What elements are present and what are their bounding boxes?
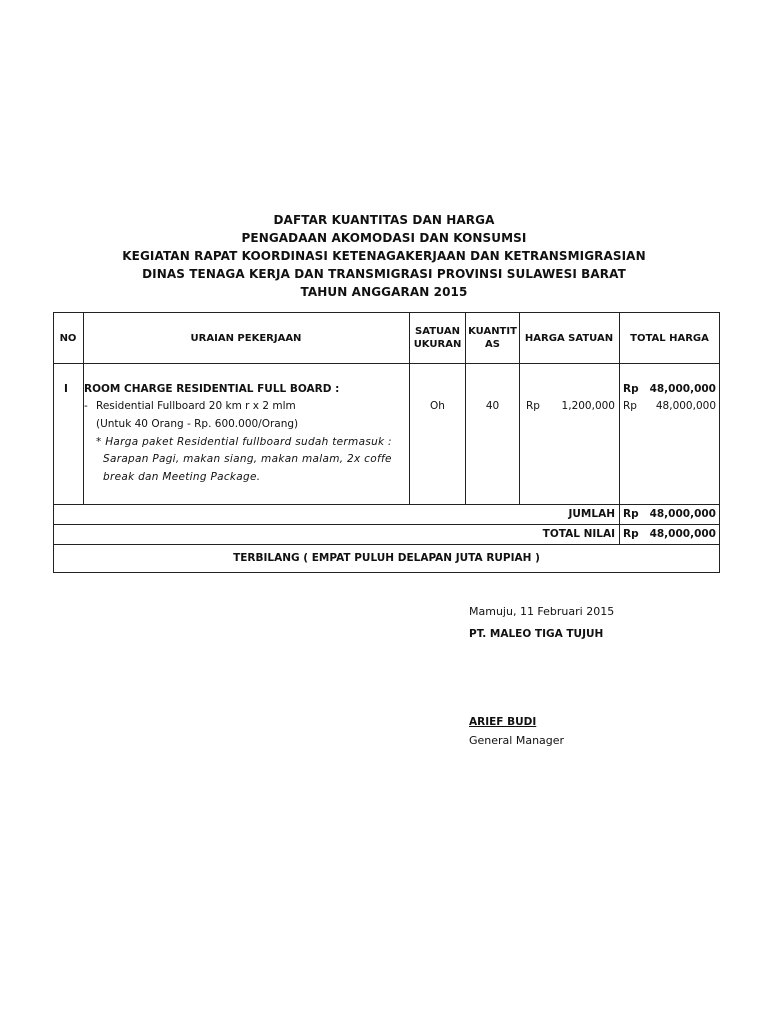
item-note-3: break dan Meeting Package. [103,471,261,483]
item-dash: - [84,400,88,412]
item-harga-currency: Rp [526,400,540,412]
header-kuantitas [465,325,520,351]
header-total-harga: TOTAL HARGA [630,333,709,344]
item-desc-2: (Untuk 40 Orang - Rp. 600.000/Orang) [96,418,299,430]
company-name: PT. MALEO TIGA TUJUH [469,628,604,640]
header-satuan [409,325,466,351]
header-uraian: URAIAN PEKERJAAN [190,333,302,344]
jumlah-currency: Rp [623,508,639,520]
header-kuantitas-line2: AS [485,339,500,350]
header-harga-satuan: HARGA SATUAN [524,333,614,344]
row-line-item [53,504,720,505]
title-line-4: DINAS TENAGA KERJA DAN TRANSMIGRASI PROVINSI SULAWESI BARAT [142,267,626,281]
item-desc-1: Residential Fullboard 20 km r x 2 mlm [96,400,296,412]
item-kuantitas: 40 [485,400,500,412]
item-harga-value: 1,200,000 [561,400,615,412]
item-total-currency: Rp [623,400,637,412]
title-line-2: PENGADAAN AKOMODASI DAN KONSUMSI [241,231,527,245]
col-line-harga [619,312,620,544]
item-title: ROOM CHARGE RESIDENTIAL FULL BOARD : [84,383,340,395]
signatory-position: General Manager [469,734,565,747]
item-total-value: 48,000,000 [655,400,716,412]
document-title [0,211,768,301]
total-nilai-value: 48,000,000 [649,528,716,540]
header-satuan-line2: UKURAN [413,339,462,350]
place-date: Mamuju, 11 Februari 2015 [469,605,615,618]
signatory-name: ARIEF BUDI [469,716,537,728]
total-nilai-currency: Rp [623,528,639,540]
total-nilai-label: TOTAL NILAI [542,528,615,540]
title-line-1: DAFTAR KUANTITAS DAN HARGA [273,213,495,227]
header-kuantitas-line1: KUANTIT [468,326,517,337]
item-no: I [64,383,68,395]
row-line-header [53,363,720,364]
header-no: NO [59,333,77,344]
item-note-1: * Harga paket Residential fullboard sudah termasuk : [96,436,392,448]
row-line-total [53,544,720,545]
jumlah-value: 48,000,000 [649,508,716,520]
item-satuan: Oh [430,400,445,412]
title-line-3: KEGIATAN RAPAT KOORDINASI KETENAGAKERJAAN DAN KETRANSMIGRASIAN [122,249,646,263]
item-total-value-bold: 48,000,000 [649,383,716,395]
header-satuan-line1: SATUAN [415,326,460,337]
item-total-currency-bold: Rp [623,383,639,395]
row-line-jumlah [53,524,720,525]
item-note-2: Sarapan Pagi, makan siang, makan malam, 2x coffe [103,453,392,465]
title-line-5: TAHUN ANGGARAN 2015 [300,285,468,299]
terbilang-text: TERBILANG ( EMPAT PULUH DELAPAN JUTA RUPIAH ) [233,552,540,564]
jumlah-label: JUMLAH [568,508,615,520]
